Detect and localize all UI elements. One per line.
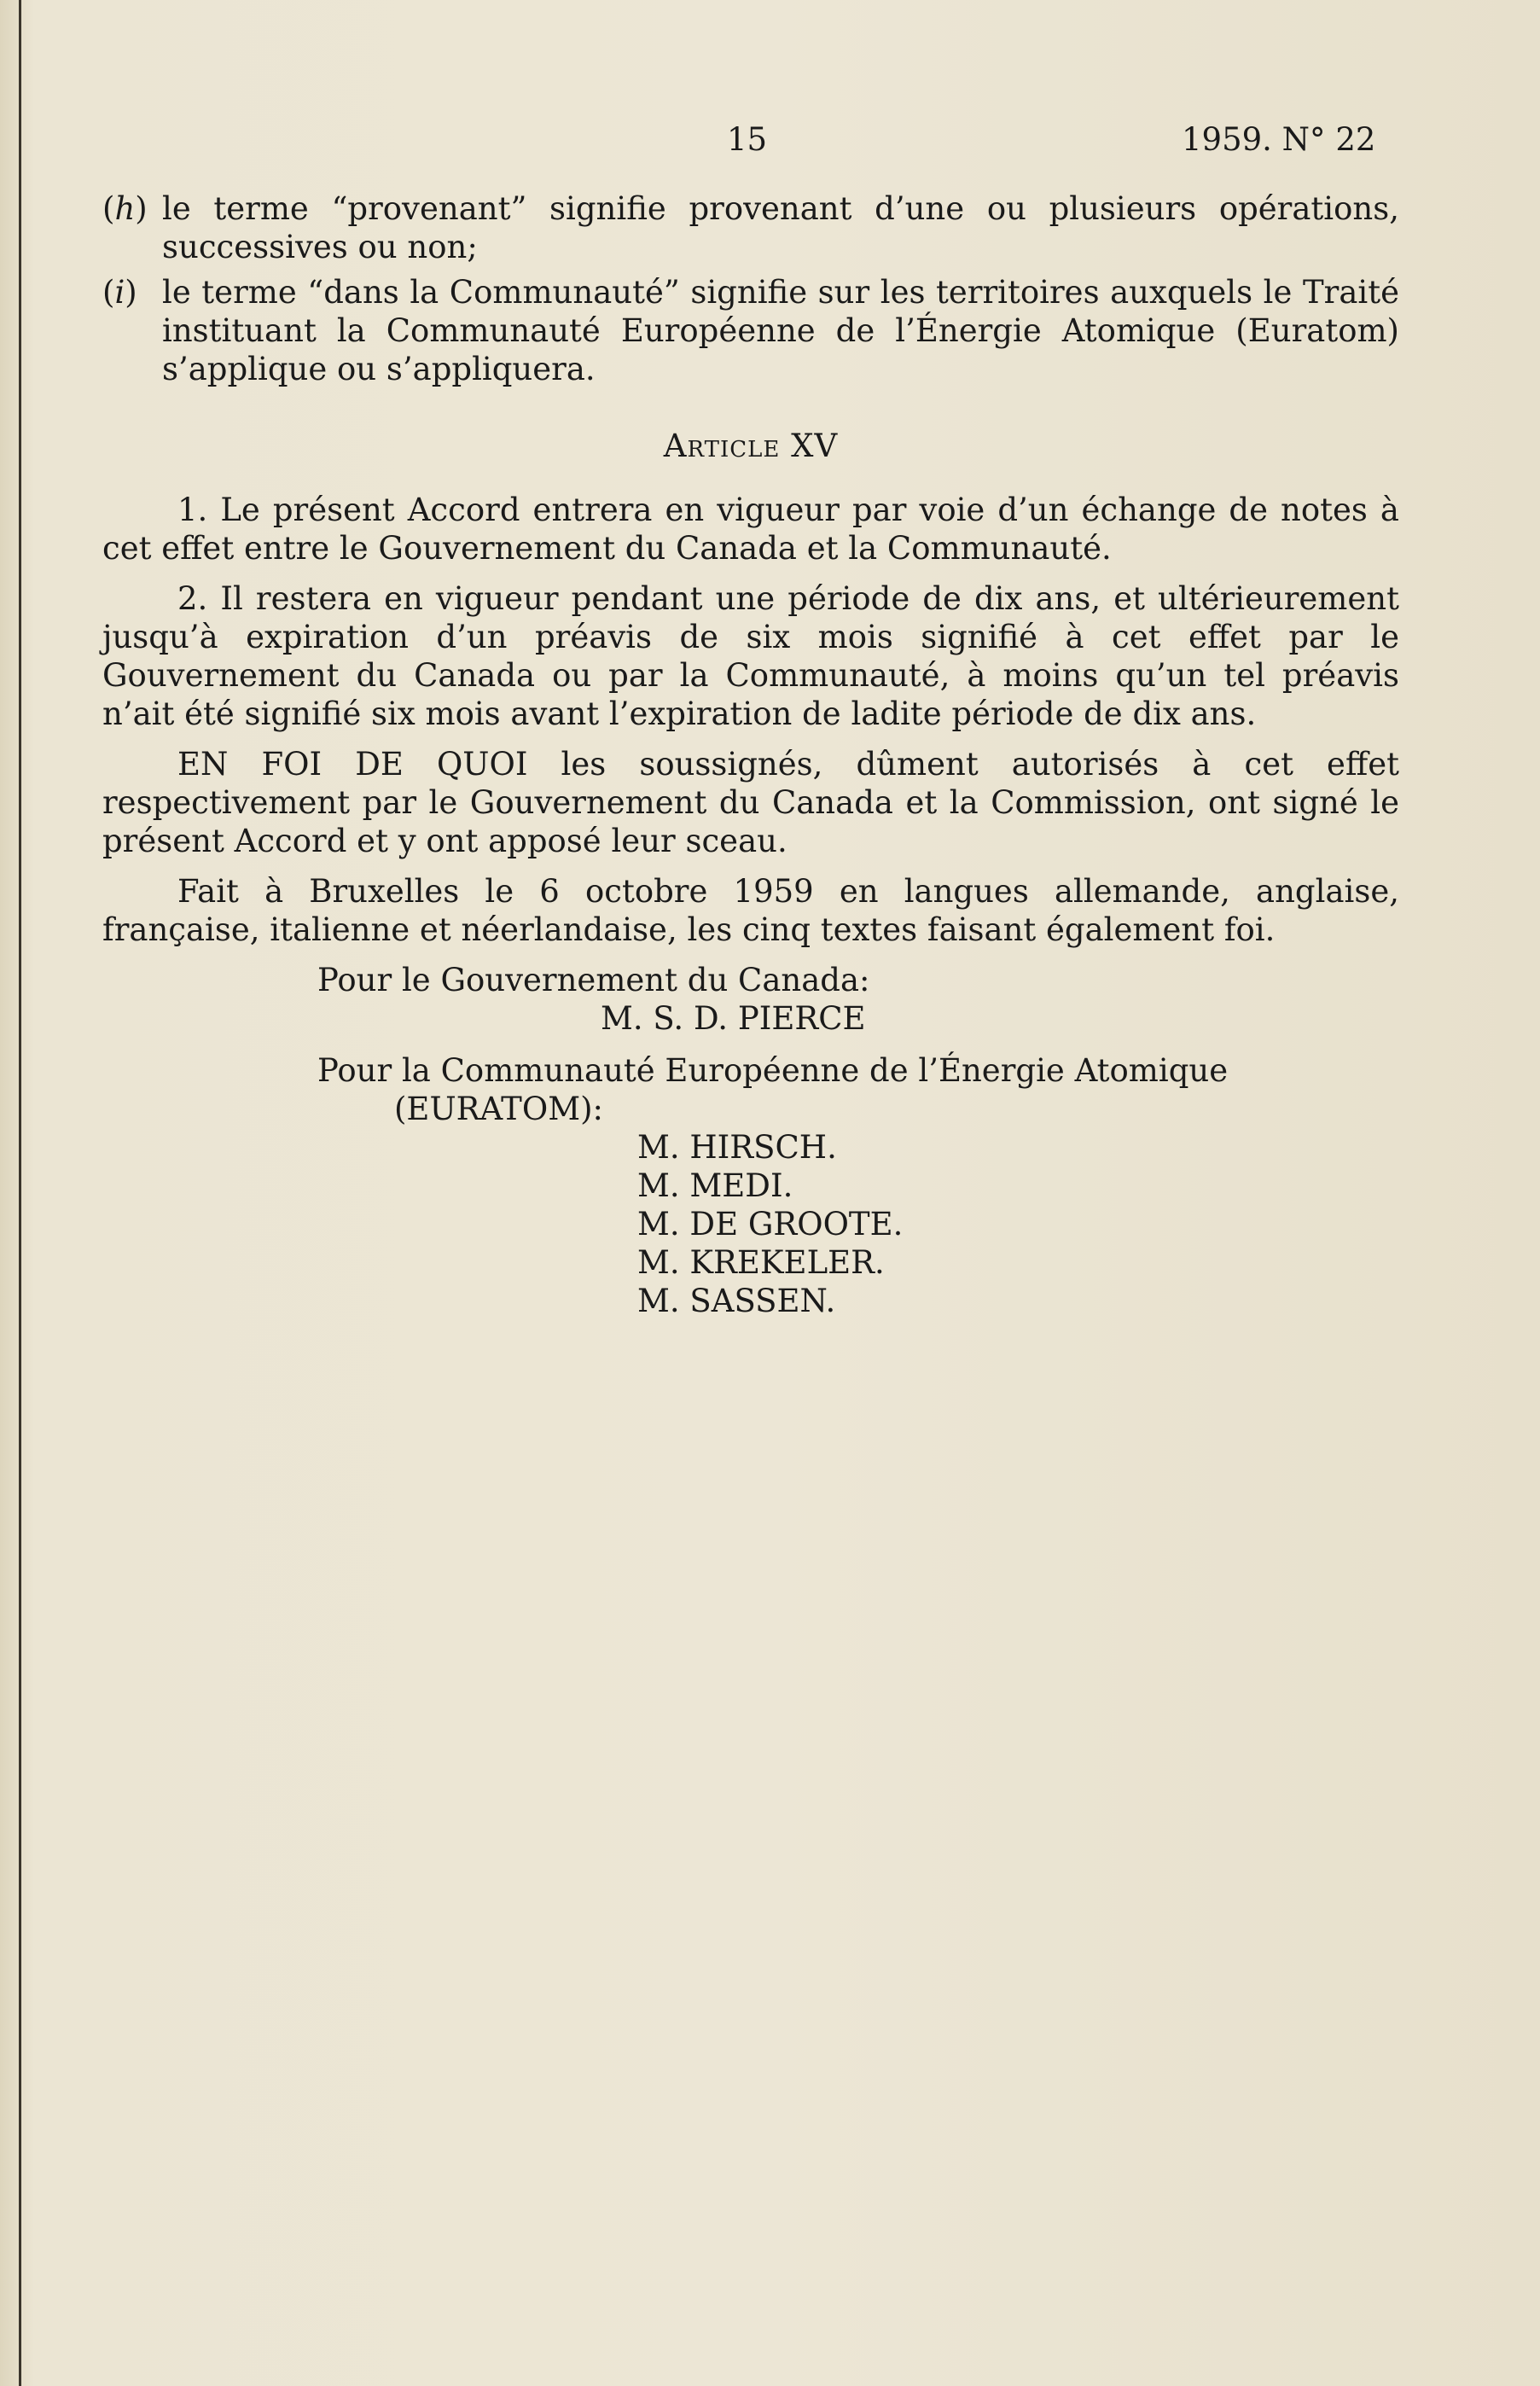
signature-label-euratom-abbrev: (EURATOM):	[394, 1091, 603, 1127]
definition-text: le terme “dans la Communauté” signifie sur les territoires auxquels le Traité instituant la Communauté Européenne de l’Énergie Atomique (Euratom) s’applique ou s’appliquera.	[162, 274, 1399, 387]
binding-edge	[19, 0, 21, 2386]
definition-item	[102, 189, 1399, 266]
paragraph: EN FOI DE QUOI les soussignés, dûment autorisés à cet effet respectivement par le Gouvernement du Canada et la Commission, ont signé le présent Accord et y ont apposé leur sceau.	[102, 746, 1399, 859]
page-number: 15	[727, 121, 768, 158]
paragraph: 1. Le présent Accord entrera en vigueur par voie d’un échange de notes à cet effet entre le Gouvernement du Canada et la Communauté.	[102, 492, 1399, 567]
paragraph: 2. Il restera en vigueur pendant une période de dix ans, et ultérieurement jusqu’à expiration d’un préavis de six mois signifié à cet effet par le Gouvernement du Canada ou par la Communauté, à moins qu’un tel préavis n’ait été signifié six mois avant l’expiration de ladite période de dix ans.	[102, 580, 1399, 732]
definition-text: le terme “provenant” signifie provenant d’une ou plusieurs opérations, successives ou non;	[162, 190, 1399, 265]
signature-label-canada: Pour le Gouvernement du Canada:	[317, 962, 870, 998]
signatory-euratom: M. DE GROOTE.	[637, 1206, 904, 1242]
document-body	[102, 189, 1399, 1320]
page-header	[0, 121, 1540, 164]
document-reference: 1959. N° 22	[1182, 121, 1376, 158]
definition-label: (h)	[102, 190, 148, 227]
euratom-signatory-list	[637, 1128, 1399, 1320]
paragraph: Fait à Bruxelles le 6 octobre 1959 en langues allemande, anglaise, française, italienne et néerlandaise, les cinq textes faisant également foi.	[102, 873, 1399, 948]
signatory-euratom: M. MEDI.	[637, 1167, 793, 1204]
article-heading: Article XV	[663, 428, 839, 464]
signatory-euratom: M. KREKELER.	[637, 1244, 885, 1281]
signatory-euratom: M. HIRSCH.	[637, 1129, 837, 1166]
definition-label: (i)	[102, 274, 137, 311]
signatory-euratom: M. SASSEN.	[637, 1283, 836, 1319]
signature-block	[317, 961, 1399, 1320]
definition-item	[102, 273, 1399, 388]
signature-label-euratom: Pour la Communauté Européenne de l’Énergie Atomique	[317, 1052, 1229, 1089]
signatory-canada: M. S. D. PIERCE	[601, 1000, 866, 1037]
